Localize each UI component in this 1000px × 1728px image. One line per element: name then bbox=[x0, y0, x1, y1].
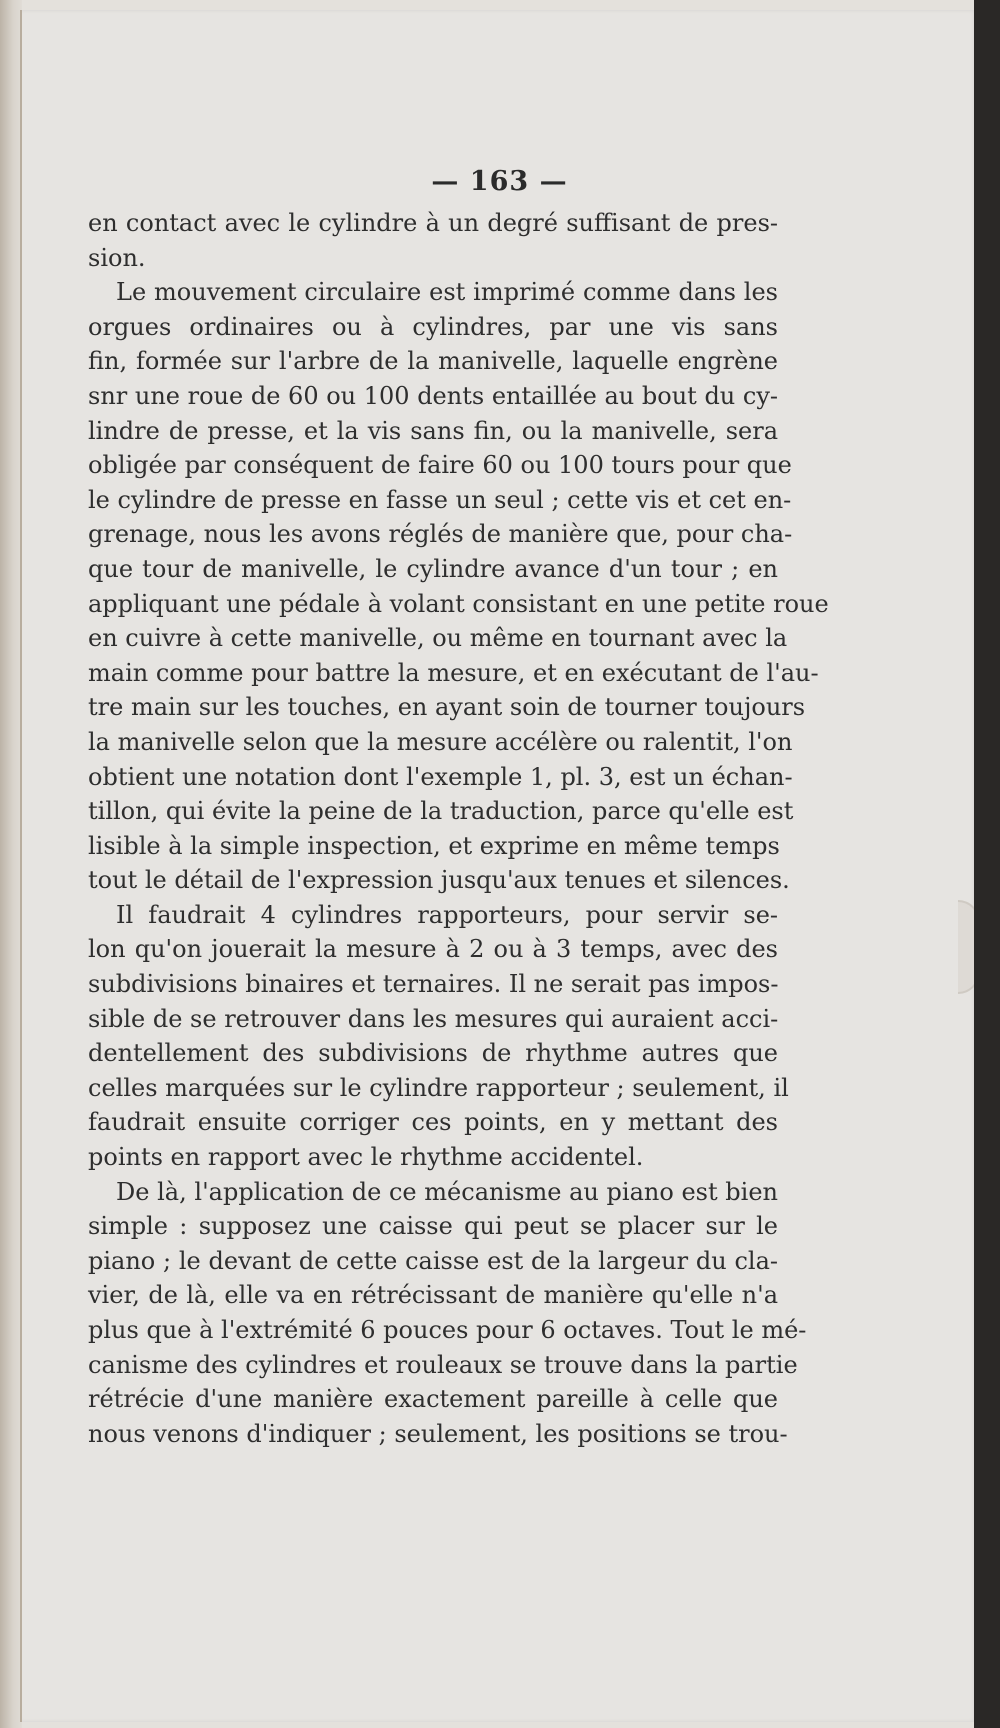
body-text bbox=[88, 206, 829, 1451]
text-line: tillon, qui évite la peine de la traduction, parce qu'elle est bbox=[88, 797, 794, 826]
book-gutter bbox=[0, 0, 22, 1728]
text-line: obtient une notation dont l'exemple 1, pl. 3, est un échan- bbox=[88, 762, 793, 791]
text-line: nous venons d'indiquer ; seulement, les positions se trou- bbox=[88, 1419, 788, 1448]
text-line: main comme pour battre la mesure, et en exécutant de l'au- bbox=[88, 658, 819, 687]
text-line: en cuivre à cette manivelle, ou même en tournant avec la bbox=[88, 624, 788, 653]
text-line: en contact avec le cylindre à un degré suffisant de pres- bbox=[88, 209, 778, 237]
text-line: sible de se retrouver dans les mesures qui auraient acci- bbox=[88, 1004, 779, 1033]
text-line: lindre de presse, et la vis sans fin, ou la manivelle, sera bbox=[88, 416, 778, 445]
text-line: celles marquées sur le cylindre rapporteur ; seulement, il bbox=[88, 1073, 789, 1102]
text-line: le cylindre de presse en fasse un seul ; cette vis et cet en- bbox=[88, 485, 792, 514]
text-line: rétrécie d'une manière exactement pareille à celle que bbox=[88, 1385, 778, 1414]
text-line: De là, l'application de ce mécanisme au piano est bien bbox=[116, 1177, 778, 1206]
text-line: piano ; le devant de cette caisse est de la largeur du cla- bbox=[88, 1246, 778, 1275]
text-line: subdivisions binaires et ternaires. Il ne serait pas impos- bbox=[88, 970, 779, 999]
text-line: vier, de là, elle va en rétrécissant de manière qu'elle n'a bbox=[88, 1281, 778, 1310]
text-line: obligée par conséquent de faire 60 ou 100 tours pour que bbox=[88, 451, 792, 480]
text-line: sion. bbox=[88, 243, 146, 272]
text-line: tout le détail de l'expression jusqu'aux tenues et silences. bbox=[88, 866, 790, 895]
text-line: points en rapport avec le rhythme accidentel. bbox=[88, 1143, 644, 1172]
text-line: plus que à l'extrémité 6 pouces pour 6 octaves. Tout le mé- bbox=[88, 1316, 807, 1344]
text-line: lisible à la simple inspection, et exprime en même temps bbox=[88, 831, 780, 860]
text-line: tre main sur les touches, en ayant soin de tourner toujours bbox=[88, 693, 806, 722]
text-line: canisme des cylindres et rouleaux se trouve dans la partie bbox=[88, 1350, 798, 1379]
text-line: la manivelle selon que la mesure accélère ou ralentit, l'on bbox=[88, 727, 793, 756]
text-line: faudrait ensuite corriger ces points, en y mettant des bbox=[88, 1108, 778, 1137]
text-line: appliquant une pédale à volant consistant en une petite roue bbox=[88, 589, 829, 618]
scan-background-edge bbox=[974, 0, 1000, 1728]
text-line: orgues ordinaires ou à cylindres, par une vis sans bbox=[88, 312, 778, 341]
text-line: que tour de manivelle, le cylindre avance d'un tour ; en bbox=[88, 554, 778, 583]
text-line: Le mouvement circulaire est imprimé comme dans les bbox=[116, 278, 778, 307]
text-line: Il faudrait 4 cylindres rapporteurs, pour servir se- bbox=[116, 900, 778, 929]
page-number: — 163 — bbox=[431, 166, 568, 197]
text-line: grenage, nous les avons réglés de manière que, pour cha- bbox=[88, 520, 793, 549]
text-line: simple : supposez une caisse qui peut se placer sur le bbox=[88, 1212, 778, 1241]
text-line: snr une roue de 60 ou 100 dents entaillée au bout du cy- bbox=[88, 381, 778, 410]
text-line: lon qu'on jouerait la mesure à 2 ou à 3 temps, avec des bbox=[88, 935, 778, 964]
text-line: dentellement des subdivisions de rhythme autres que bbox=[88, 1039, 778, 1068]
text-line: fin, formée sur l'arbre de la manivelle, laquelle engrène bbox=[88, 347, 778, 376]
book-page bbox=[20, 10, 977, 1722]
